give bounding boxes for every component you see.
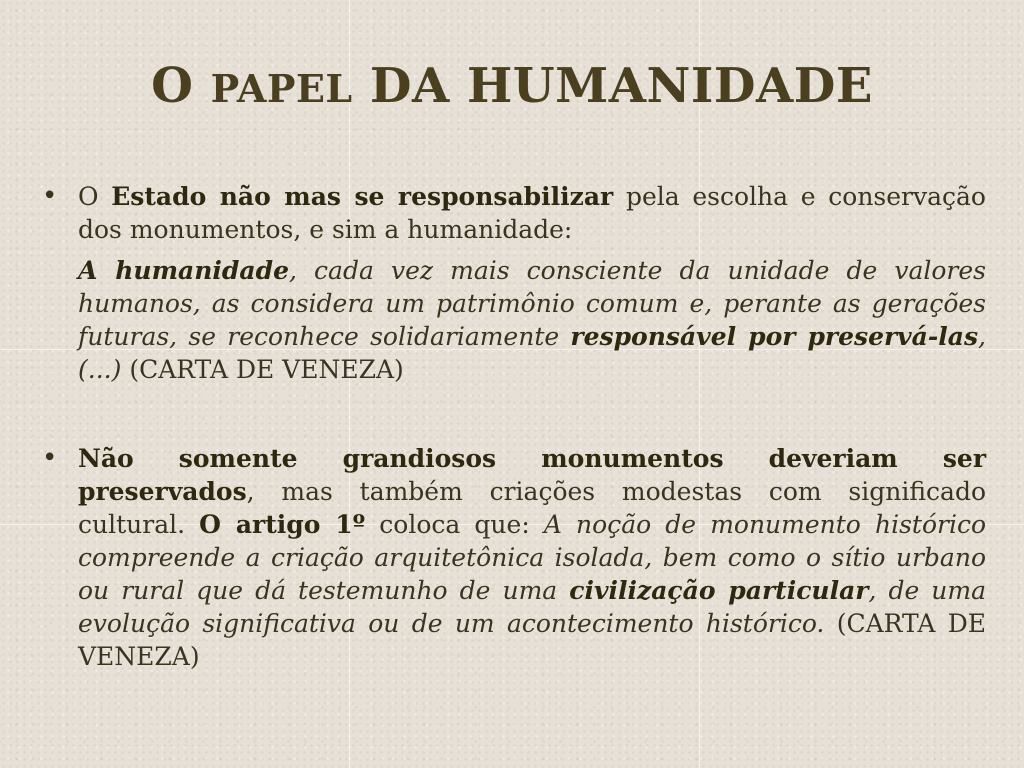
quote-source: (CARTA DE VENEZA) [129,355,404,384]
slide-title: O PAPEL DA HUMANIDADE [151,58,873,114]
bullet-icon: • [42,181,58,211]
quote-source: (CARTA DE VENEZA) [78,609,986,671]
bullet-item [38,180,986,386]
bullet-icon: • [42,443,58,473]
slide-body [38,180,986,673]
bullet-text: Não somente grandiosos monumentos deveriam ser preservados, mas também criações modestas com significado cultural. O artigo 1º coloca que: A noção de monumento histórico compreende a criação arquitetônica isolada, bem como o sítio urbano ou rural que dá testemunho de uma civilização particular, de uma evolução significativa ou de um acontecimento histórico. (CARTA DE VENEZA) [78,444,987,671]
bullet-text: O Estado não mas se responsabilizar pela escolha e conservação dos monumentos, e sim a humanidade: [78,182,986,244]
bullet-item [38,442,986,673]
quote-text: A humanidade, cada vez mais consciente da unidade de valores humanos, as considera um patrimônio comum e, perante as gerações futuras, se reconhece solidariamente responsável por preservá-las,(...) (CARTA DE VENEZA) [78,256,987,384]
